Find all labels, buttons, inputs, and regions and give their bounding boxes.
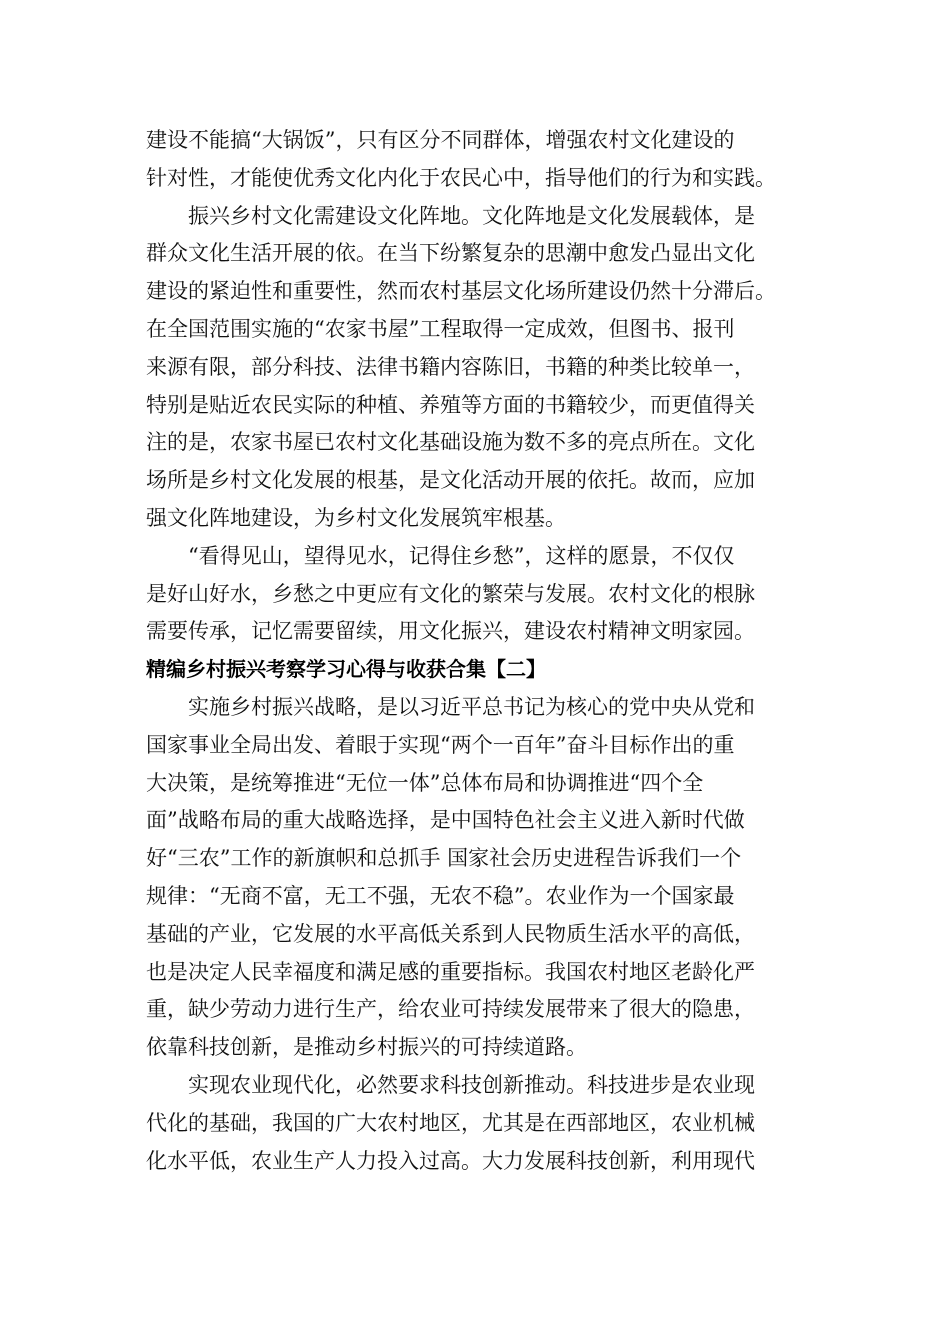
text-line: 规律：“无商不富，无工不强，无农不稳”。农业作为一个国家最 bbox=[146, 883, 735, 908]
paragraph-3 bbox=[146, 538, 806, 651]
text-line: 大决策，是统筹推进“无位一体”总体布局和协调推进“四个全 bbox=[146, 770, 704, 795]
document-page bbox=[146, 122, 806, 1180]
text-line: 群众文化生活开展的依。在当下纷繁复杂的思潮中愈发凸显出文化 bbox=[146, 241, 755, 266]
text-line: 国家事业全局出发、着眼于实现“两个一百年”奋斗目标作出的重 bbox=[146, 732, 735, 757]
text-line: 实现农业现代化，必然要求科技创新推动。科技进步是农业现 bbox=[188, 1072, 755, 1097]
paragraph-5 bbox=[146, 1067, 806, 1180]
text-line: 场所是乡村文化发展的根基，是文化活动开展的依托。故而，应加 bbox=[146, 468, 755, 493]
text-line: 特别是贴近农民实际的种植、养殖等方面的书籍较少，而更值得关 bbox=[146, 392, 755, 417]
text-line: 建设的紧迫性和重要性，然而农村基层文化场所建设仍然十分滞后。 bbox=[146, 279, 776, 304]
text-line: 在全国范围实施的“农家书屋”工程取得一定成效，但图书、报刊 bbox=[146, 316, 735, 341]
text-line: 化水平低，农业生产人力投入过高。大力发展科技创新，利用现代 bbox=[146, 1148, 755, 1173]
text-line: 针对性，才能使优秀文化内化于农民心中，指导他们的行为和实践。 bbox=[146, 165, 776, 190]
text-line: 好“三农”工作的新旗帜和总抓手 国家社会历史进程告诉我们一个 bbox=[146, 846, 742, 871]
text-line: 代化的基础，我国的广大农村地区，尤其是在西部地区，农业机械 bbox=[146, 1110, 755, 1135]
text-line: 是好山好水，乡愁之中更应有文化的繁荣与发展。农村文化的根脉 bbox=[146, 581, 755, 606]
text-line: “看得见山，望得见水，记得住乡愁”，这样的愿景，不仅仅 bbox=[188, 543, 735, 568]
paragraph-4 bbox=[146, 689, 806, 1067]
text-line: 也是决定人民幸福度和满足感的重要指标。我国农村地区老龄化严 bbox=[146, 959, 755, 984]
text-line: 建设不能搞“大锅饭”，只有区分不同群体，增强农村文化建设的 bbox=[146, 128, 735, 152]
text-line: 基础的产业，它发展的水平高低关系到人民物质生活水平的高低， bbox=[146, 921, 755, 946]
text-line: 需要传承，记忆需要留续，用文化振兴，建设农村精神文明家园。 bbox=[146, 619, 755, 644]
paragraph-1 bbox=[146, 122, 806, 198]
text-line: 来源有限，部分科技、法律书籍内容陈旧，书籍的种类比较单一， bbox=[146, 354, 755, 379]
section-heading: 精编乡村振兴考察学习心得与收获合集【二】 bbox=[146, 657, 546, 682]
text-line: 注的是，农家书屋已农村文化基础设施为数不多的亮点所在。文化 bbox=[146, 430, 755, 455]
text-line: 依靠科技创新，是推动乡村振兴的可持续道路。 bbox=[146, 1035, 587, 1060]
text-line: 强文化阵地建设，为乡村文化发展筑牢根基。 bbox=[146, 505, 566, 530]
text-line: 面”战略布局的重大战略选择，是中国特色社会主义进入新时代做 bbox=[146, 808, 745, 833]
text-line: 振兴乡村文化需建设文化阵地。文化阵地是文化发展载体，是 bbox=[188, 203, 755, 228]
text-line: 实施乡村振兴战略，是以习近平总书记为核心的党中央从党和 bbox=[188, 694, 755, 719]
text-line: 重，缺少劳动力进行生产，给农业可持续发展带来了很大的隐患， bbox=[146, 997, 755, 1022]
paragraph-2 bbox=[146, 198, 806, 538]
